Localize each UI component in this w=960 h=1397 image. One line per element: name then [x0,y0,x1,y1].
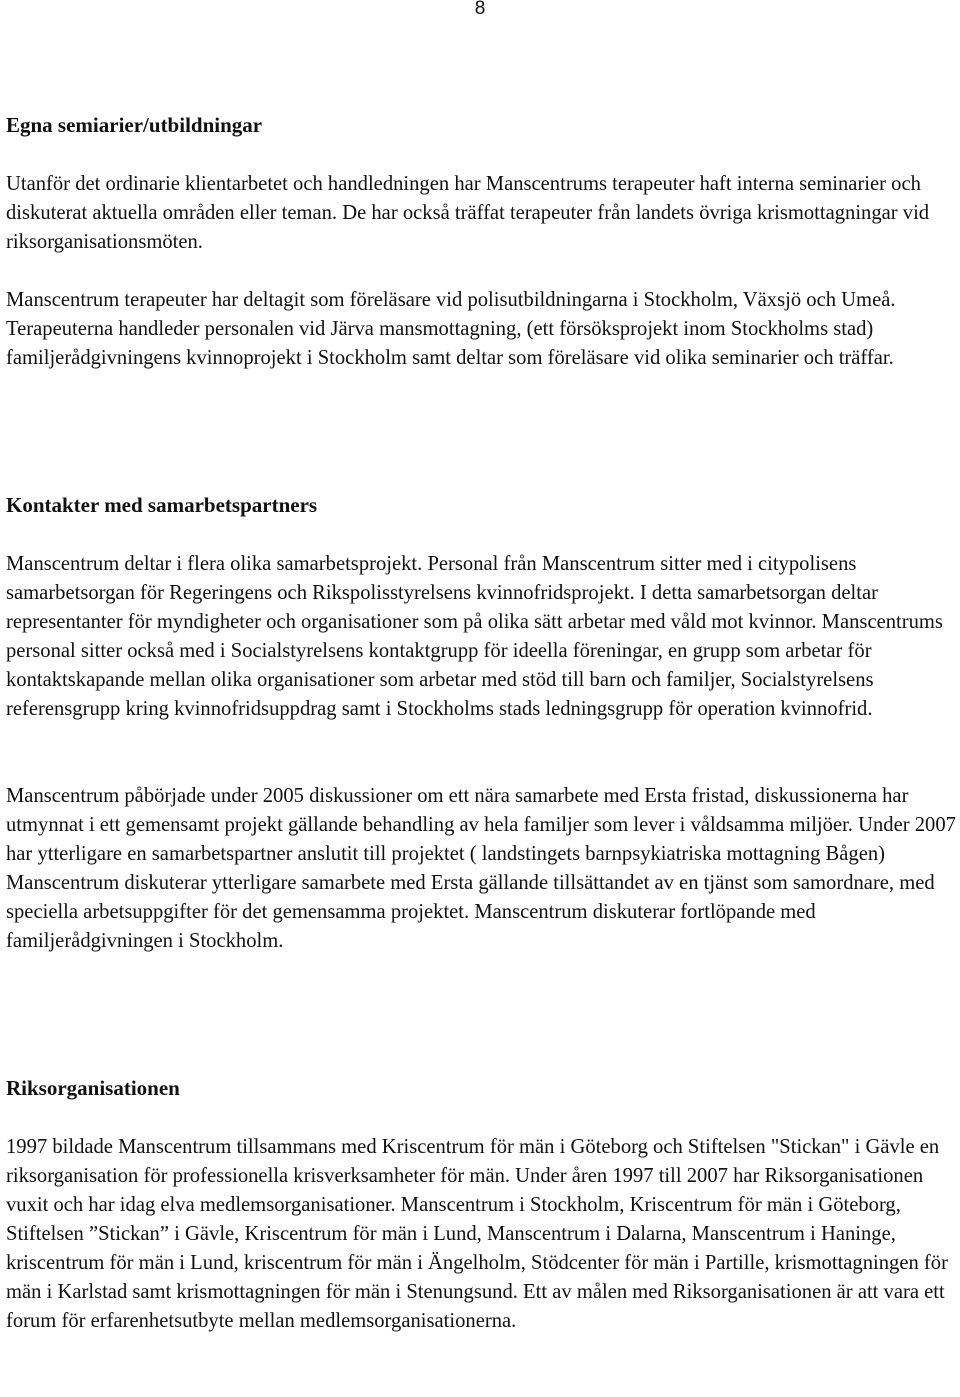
paragraph-riksorganisationen: 1997 bildade Manscentrum tillsammans med Kriscentrum för män i Göteborg och Stiftelsen "Stickan" i Gävle en riksorganisation för professionella krisverksamheter för män. Under åren 1997 till 2007 har Riksorganisationen vuxit och har idag elva medlemsorganisationer. Manscentrum i Stockholm, Kriscentrum för män i Göteborg, Stiftelsen ”Stickan” i Gävle, Kriscentrum för män i Lund, Manscentrum i Dalarna, Manscentrum i Haninge, kriscentrum för män i Lund, kriscentrum för män i Ängelholm, Stödcenter för män i Partille, krismottagningen för män i Karlstad samt krismottagningen för män i Stenungsund. Ett av målen med Riksorganisationen är att vara ett forum för erfarenhetsutbyte mellan medlemsorganisationerna. [6,1136,948,1332]
paragraph-seminarier-2: Manscentrum terapeuter har deltagit som föreläsare vid polisutbildningarna i Stockholm, Växsjö och Umeå. Terapeuterna handleder personalen vid Järva mansmottagning, (ett försöksprojekt inom Stockholms stad) familjerådgivningens kvinnoprojekt i Stockholm samt deltar som föreläsare vid olika seminarier och träffar. [6,289,896,369]
paragraph-kontakter-2: Manscentrum påbörjade under 2005 diskussioner om ett nära samarbete med Ersta fristad, diskussionerna har utmynnat i ett gemensamt projekt gällande behandling av hela familjer som lever i våldsamma miljöer. Under 2007 har ytterligare en samarbetspartner anslutit till projektet ( landstingets barnpsykiatriska mottagning Bågen) Manscentrum diskuterar ytterligare samarbete med Ersta gällande tillsättandet av en tjänst som samordnare, med speciella arbetsuppgifter för det gemensamma projektet. Manscentrum diskuterar fortlöpande med familjerådgivningen i Stockholm. [6,785,956,952]
heading-egna-seminarier: Egna semiarier/utbildningar [6,113,263,137]
heading-riksorganisationen: Riksorganisationen [6,1076,180,1100]
paragraph-kontakter-1: Manscentrum deltar i flera olika samarbetsprojekt. Personal från Manscentrum sitter med i citypolisens samarbetsorgan för Regeringens och Rikspolisstyrelsens kvinnofridsprojekt. I detta samarbetsorgan deltar representanter för myndigheter och organisationer som på olika sätt arbetar med våld mot kvinnor. Manscentrums personal sitter också med i Socialstyrelsens kontaktgrupp för ideella föreningar, en grupp som arbetar för kontaktskapande mellan olika organisationer som arbetar med stöd till barn och familjer, Socialstyrelsens referensgrupp kring kvinnofridsuppdrag samt i Stockholms stads ledningsgrupp för operation kvinnofrid. [6,553,943,720]
heading-kontakter: Kontakter med samarbetspartners [6,493,318,517]
page-number: 8 [474,0,486,19]
paragraph-seminarier-1: Utanför det ordinarie klientarbetet och handledningen har Manscentrums terapeuter haft interna seminarier och diskuterat aktuella områden eller teman. De har också träffat terapeuter från landets övriga krismottagningar vid riksorganisationsmöten. [6,173,930,253]
